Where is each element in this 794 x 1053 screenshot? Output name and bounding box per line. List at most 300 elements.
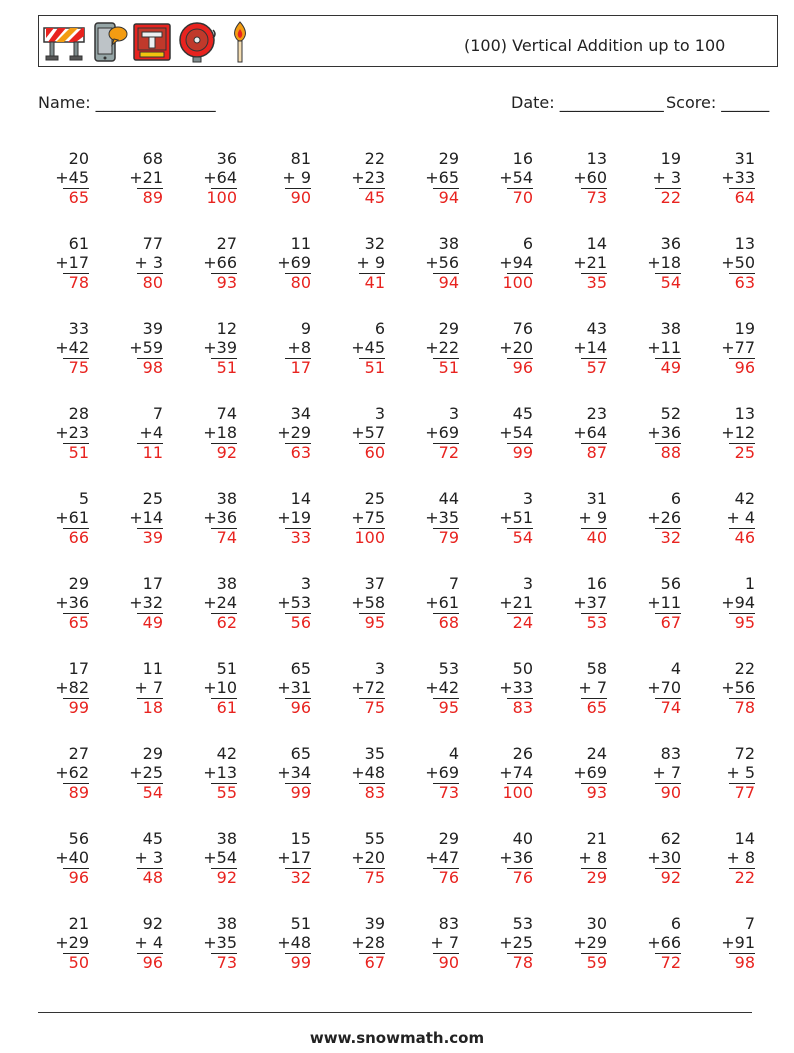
answer: 96 [68, 868, 89, 887]
addend-bottom: + 7 [430, 933, 459, 952]
addition-problem [558, 658, 632, 743]
answer: 63 [290, 443, 311, 462]
answer: 45 [364, 188, 385, 207]
addition-problem [188, 233, 262, 318]
addend-bottom: +58 [351, 593, 385, 612]
addend-top: 6 [670, 914, 681, 933]
addend-top: 12 [216, 319, 237, 338]
addition-problem [336, 913, 410, 998]
addend-top: 68 [142, 149, 163, 168]
answer: 32 [290, 868, 311, 887]
addend-bottom: +13 [203, 763, 237, 782]
answer: 51 [364, 358, 385, 377]
addition-problem [262, 828, 336, 913]
addend-bottom: +74 [499, 763, 533, 782]
addition-problem [336, 403, 410, 488]
addend-bottom: +36 [55, 593, 89, 612]
addition-problem [410, 573, 484, 658]
answer: 87 [586, 443, 607, 462]
addition-problem [40, 743, 114, 828]
addition-problem [558, 318, 632, 403]
score-field[interactable]: Score: ______ [666, 93, 770, 112]
addition-problem [484, 913, 558, 998]
addend-bottom: +57 [351, 423, 385, 442]
addend-top: 28 [68, 404, 89, 423]
addend-bottom: +53 [277, 593, 311, 612]
addend-top: 6 [670, 489, 681, 508]
addend-bottom: +59 [129, 338, 163, 357]
addend-top: 21 [586, 829, 607, 848]
addend-bottom: +21 [573, 253, 607, 272]
addend-top: 3 [448, 404, 459, 423]
addend-bottom: +72 [351, 678, 385, 697]
answer: 75 [68, 358, 89, 377]
addend-top: 42 [734, 489, 755, 508]
answer: 80 [142, 273, 163, 292]
addition-problem [188, 403, 262, 488]
addend-bottom: +60 [573, 168, 607, 187]
addend-top: 27 [68, 744, 89, 763]
addition-problem [410, 828, 484, 913]
addend-top: 11 [142, 659, 163, 678]
addition-problem [114, 743, 188, 828]
addend-top: 3 [522, 489, 533, 508]
addition-problem [706, 488, 780, 573]
answer: 60 [364, 443, 385, 462]
addition-problem [40, 233, 114, 318]
answer: 49 [660, 358, 681, 377]
addend-top: 92 [142, 914, 163, 933]
answer: 51 [438, 358, 459, 377]
addend-top: 50 [512, 659, 533, 678]
answer: 29 [586, 868, 607, 887]
addition-problem [484, 318, 558, 403]
addend-bottom: + 8 [578, 848, 607, 867]
addend-top: 16 [586, 574, 607, 593]
addition-problem [114, 233, 188, 318]
addend-top: 31 [586, 489, 607, 508]
addition-problem [40, 488, 114, 573]
addend-bottom: +50 [721, 253, 755, 272]
date-field[interactable]: Date: _____________ [511, 93, 664, 112]
addition-problem [632, 913, 706, 998]
answer: 68 [438, 613, 459, 632]
addend-bottom: +31 [277, 678, 311, 697]
addition-problem [336, 828, 410, 913]
answer: 96 [734, 358, 755, 377]
addend-top: 25 [364, 489, 385, 508]
addend-bottom: +64 [203, 168, 237, 187]
answer: 99 [512, 443, 533, 462]
answer: 40 [586, 528, 607, 547]
addition-problem [40, 403, 114, 488]
addition-problem [40, 318, 114, 403]
answer: 95 [438, 698, 459, 717]
addend-top: 14 [290, 489, 311, 508]
addition-problem [114, 828, 188, 913]
answer: 11 [142, 443, 163, 462]
answer: 88 [660, 443, 681, 462]
addition-problem [188, 488, 262, 573]
addend-top: 11 [290, 234, 311, 253]
addend-bottom: +51 [499, 508, 533, 527]
addend-bottom: +20 [351, 848, 385, 867]
answer: 83 [364, 783, 385, 802]
addition-problem [484, 488, 558, 573]
addend-top: 38 [438, 234, 459, 253]
addition-problem [632, 403, 706, 488]
name-field[interactable]: Name: _______________ [38, 93, 216, 112]
addend-bottom: + 7 [578, 678, 607, 697]
answer: 72 [660, 953, 681, 972]
addend-top: 65 [290, 659, 311, 678]
addition-problem [410, 233, 484, 318]
addition-problem [262, 658, 336, 743]
addend-bottom: +18 [647, 253, 681, 272]
addition-problem [188, 148, 262, 233]
addition-problem [558, 573, 632, 658]
addend-top: 13 [734, 404, 755, 423]
answer: 93 [216, 273, 237, 292]
addition-problem [410, 148, 484, 233]
addend-top: 36 [660, 234, 681, 253]
addend-top: 39 [364, 914, 385, 933]
addend-top: 14 [586, 234, 607, 253]
addend-top: 16 [512, 149, 533, 168]
addend-top: 17 [68, 659, 89, 678]
addend-bottom: +10 [203, 678, 237, 697]
answer: 17 [290, 358, 311, 377]
answer: 100 [354, 528, 385, 547]
answer: 50 [68, 953, 89, 972]
addend-top: 7 [152, 404, 163, 423]
addend-top: 3 [374, 404, 385, 423]
footer-divider [38, 1012, 752, 1013]
addend-bottom: +18 [203, 423, 237, 442]
addend-bottom: + 3 [652, 168, 681, 187]
addend-top: 51 [290, 914, 311, 933]
addition-problem [188, 318, 262, 403]
answer: 90 [290, 188, 311, 207]
addition-problem [484, 658, 558, 743]
addend-top: 20 [68, 149, 89, 168]
answer: 89 [142, 188, 163, 207]
addition-problem [484, 573, 558, 658]
addend-top: 44 [438, 489, 459, 508]
answer: 80 [290, 273, 311, 292]
addend-top: 62 [660, 829, 681, 848]
addition-problem [484, 403, 558, 488]
addition-problem [336, 573, 410, 658]
addition-problem [114, 913, 188, 998]
addend-top: 38 [216, 489, 237, 508]
addend-bottom: +56 [721, 678, 755, 697]
answer: 33 [290, 528, 311, 547]
addition-problem [40, 913, 114, 998]
answer: 92 [216, 443, 237, 462]
addition-problem [706, 573, 780, 658]
addend-bottom: +33 [499, 678, 533, 697]
addend-top: 65 [290, 744, 311, 763]
addend-bottom: +20 [499, 338, 533, 357]
addend-bottom: +69 [573, 763, 607, 782]
answer: 94 [438, 188, 459, 207]
answer: 100 [502, 783, 533, 802]
addition-problem [262, 233, 336, 318]
addend-top: 61 [68, 234, 89, 253]
addend-top: 34 [290, 404, 311, 423]
addend-bottom: +40 [55, 848, 89, 867]
addend-top: 24 [586, 744, 607, 763]
addition-problem [188, 743, 262, 828]
addend-top: 42 [216, 744, 237, 763]
addend-bottom: +36 [499, 848, 533, 867]
addition-problem [706, 913, 780, 998]
answer: 79 [438, 528, 459, 547]
addend-bottom: + 9 [356, 253, 385, 272]
answer: 62 [216, 613, 237, 632]
addition-problem [188, 913, 262, 998]
addend-bottom: +17 [277, 848, 311, 867]
addend-bottom: +21 [129, 168, 163, 187]
addend-top: 23 [586, 404, 607, 423]
header-box [38, 15, 778, 67]
addend-top: 4 [448, 744, 459, 763]
answer: 51 [216, 358, 237, 377]
addend-top: 37 [364, 574, 385, 593]
addend-top: 3 [374, 659, 385, 678]
addend-top: 72 [734, 744, 755, 763]
worksheet-title: (100) Vertical Addition up to 100 [464, 36, 726, 55]
addition-problem [706, 148, 780, 233]
addend-bottom: +56 [425, 253, 459, 272]
answer: 66 [68, 528, 89, 547]
addend-top: 29 [438, 149, 459, 168]
addend-bottom: +36 [647, 423, 681, 442]
addend-bottom: +61 [55, 508, 89, 527]
addend-top: 39 [142, 319, 163, 338]
addend-bottom: +29 [573, 933, 607, 952]
addition-problem [558, 743, 632, 828]
answer: 93 [586, 783, 607, 802]
addition-problem [114, 658, 188, 743]
addend-bottom: +45 [55, 168, 89, 187]
addend-top: 19 [734, 319, 755, 338]
addition-problem [336, 488, 410, 573]
addend-bottom: +36 [203, 508, 237, 527]
answer: 49 [142, 613, 163, 632]
answer: 48 [142, 868, 163, 887]
addition-problem [410, 658, 484, 743]
addition-problem [410, 318, 484, 403]
addend-bottom: +75 [351, 508, 385, 527]
answer: 55 [216, 783, 237, 802]
answer: 18 [142, 698, 163, 717]
answer: 73 [586, 188, 607, 207]
addition-problem [114, 573, 188, 658]
addend-bottom: +47 [425, 848, 459, 867]
addend-top: 45 [512, 404, 533, 423]
addition-problem [632, 743, 706, 828]
fire-alarm-bell-icon [177, 20, 219, 64]
addition-problem [114, 403, 188, 488]
addend-bottom: +12 [721, 423, 755, 442]
addend-bottom: +54 [499, 168, 533, 187]
addend-bottom: +69 [425, 763, 459, 782]
addend-top: 6 [522, 234, 533, 253]
addend-bottom: + 5 [726, 763, 755, 782]
addend-bottom: +21 [499, 593, 533, 612]
answer: 76 [438, 868, 459, 887]
addend-top: 36 [216, 149, 237, 168]
addend-top: 15 [290, 829, 311, 848]
addend-bottom: +37 [573, 593, 607, 612]
addition-problem [114, 148, 188, 233]
addend-top: 38 [660, 319, 681, 338]
addend-top: 31 [734, 149, 755, 168]
addend-top: 26 [512, 744, 533, 763]
answer: 32 [660, 528, 681, 547]
addend-top: 40 [512, 829, 533, 848]
addend-bottom: +8 [287, 338, 311, 357]
addend-top: 6 [374, 319, 385, 338]
addend-bottom: +61 [425, 593, 459, 612]
answer: 46 [734, 528, 755, 547]
answer: 54 [660, 273, 681, 292]
addition-problem [558, 488, 632, 573]
addend-top: 53 [438, 659, 459, 678]
addend-bottom: +26 [647, 508, 681, 527]
addend-bottom: +35 [425, 508, 459, 527]
answer: 94 [438, 273, 459, 292]
addition-problem [188, 573, 262, 658]
addend-top: 51 [216, 659, 237, 678]
addend-top: 5 [78, 489, 89, 508]
addend-top: 1 [744, 574, 755, 593]
addition-problem [262, 743, 336, 828]
addition-problem [262, 403, 336, 488]
answer: 89 [68, 783, 89, 802]
addend-top: 9 [300, 319, 311, 338]
addition-problem [632, 828, 706, 913]
addend-top: 4 [670, 659, 681, 678]
addend-bottom: +82 [55, 678, 89, 697]
addition-problem [706, 658, 780, 743]
answer: 64 [734, 188, 755, 207]
addition-problem [262, 318, 336, 403]
addend-bottom: +62 [55, 763, 89, 782]
answer: 99 [290, 953, 311, 972]
answer: 75 [364, 868, 385, 887]
answer: 65 [68, 613, 89, 632]
addition-problem [632, 573, 706, 658]
road-barrier-icon [42, 20, 86, 64]
answer: 24 [512, 613, 533, 632]
addend-bottom: +45 [351, 338, 385, 357]
addend-top: 30 [586, 914, 607, 933]
addend-bottom: +77 [721, 338, 755, 357]
answer: 63 [734, 273, 755, 292]
addend-top: 29 [142, 744, 163, 763]
addend-top: 45 [142, 829, 163, 848]
answer: 70 [512, 188, 533, 207]
answer: 96 [290, 698, 311, 717]
answer: 54 [142, 783, 163, 802]
answer: 67 [660, 613, 681, 632]
answer: 92 [216, 868, 237, 887]
addend-top: 27 [216, 234, 237, 253]
addition-problem [558, 828, 632, 913]
problem-grid [40, 148, 780, 998]
addition-problem [188, 658, 262, 743]
addend-bottom: +94 [721, 593, 755, 612]
addend-bottom: +22 [425, 338, 459, 357]
addend-top: 35 [364, 744, 385, 763]
addend-top: 29 [438, 319, 459, 338]
addend-top: 19 [660, 149, 681, 168]
addition-problem [40, 658, 114, 743]
addend-top: 29 [68, 574, 89, 593]
addend-bottom: +66 [647, 933, 681, 952]
answer: 74 [216, 528, 237, 547]
addition-problem [114, 318, 188, 403]
addend-bottom: +65 [425, 168, 459, 187]
addend-bottom: +23 [351, 168, 385, 187]
addend-bottom: +32 [129, 593, 163, 612]
addition-problem [262, 148, 336, 233]
addend-bottom: +69 [425, 423, 459, 442]
addend-bottom: +94 [499, 253, 533, 272]
addend-top: 33 [68, 319, 89, 338]
addend-bottom: + 8 [726, 848, 755, 867]
answer: 56 [290, 613, 311, 632]
addend-bottom: +25 [129, 763, 163, 782]
addend-top: 13 [734, 234, 755, 253]
addition-problem [706, 318, 780, 403]
answer: 76 [512, 868, 533, 887]
addition-problem [40, 828, 114, 913]
answer: 41 [364, 273, 385, 292]
answer: 99 [68, 698, 89, 717]
answer: 95 [364, 613, 385, 632]
answer: 25 [734, 443, 755, 462]
addend-top: 52 [660, 404, 681, 423]
addend-bottom: +91 [721, 933, 755, 952]
answer: 67 [364, 953, 385, 972]
answer: 96 [142, 953, 163, 972]
addend-bottom: +29 [55, 933, 89, 952]
addition-problem [558, 403, 632, 488]
addend-bottom: +48 [277, 933, 311, 952]
addend-bottom: +11 [647, 338, 681, 357]
addition-problem [706, 403, 780, 488]
answer: 39 [142, 528, 163, 547]
addend-top: 22 [734, 659, 755, 678]
addition-problem [484, 233, 558, 318]
addition-problem [188, 828, 262, 913]
addition-problem [410, 403, 484, 488]
addend-top: 7 [744, 914, 755, 933]
addend-top: 77 [142, 234, 163, 253]
answer: 96 [512, 358, 533, 377]
addend-bottom: +35 [203, 933, 237, 952]
addend-bottom: + 3 [134, 253, 163, 272]
addend-bottom: +54 [203, 848, 237, 867]
addition-problem [262, 913, 336, 998]
addition-problem [336, 743, 410, 828]
answer: 72 [438, 443, 459, 462]
addend-bottom: +66 [203, 253, 237, 272]
